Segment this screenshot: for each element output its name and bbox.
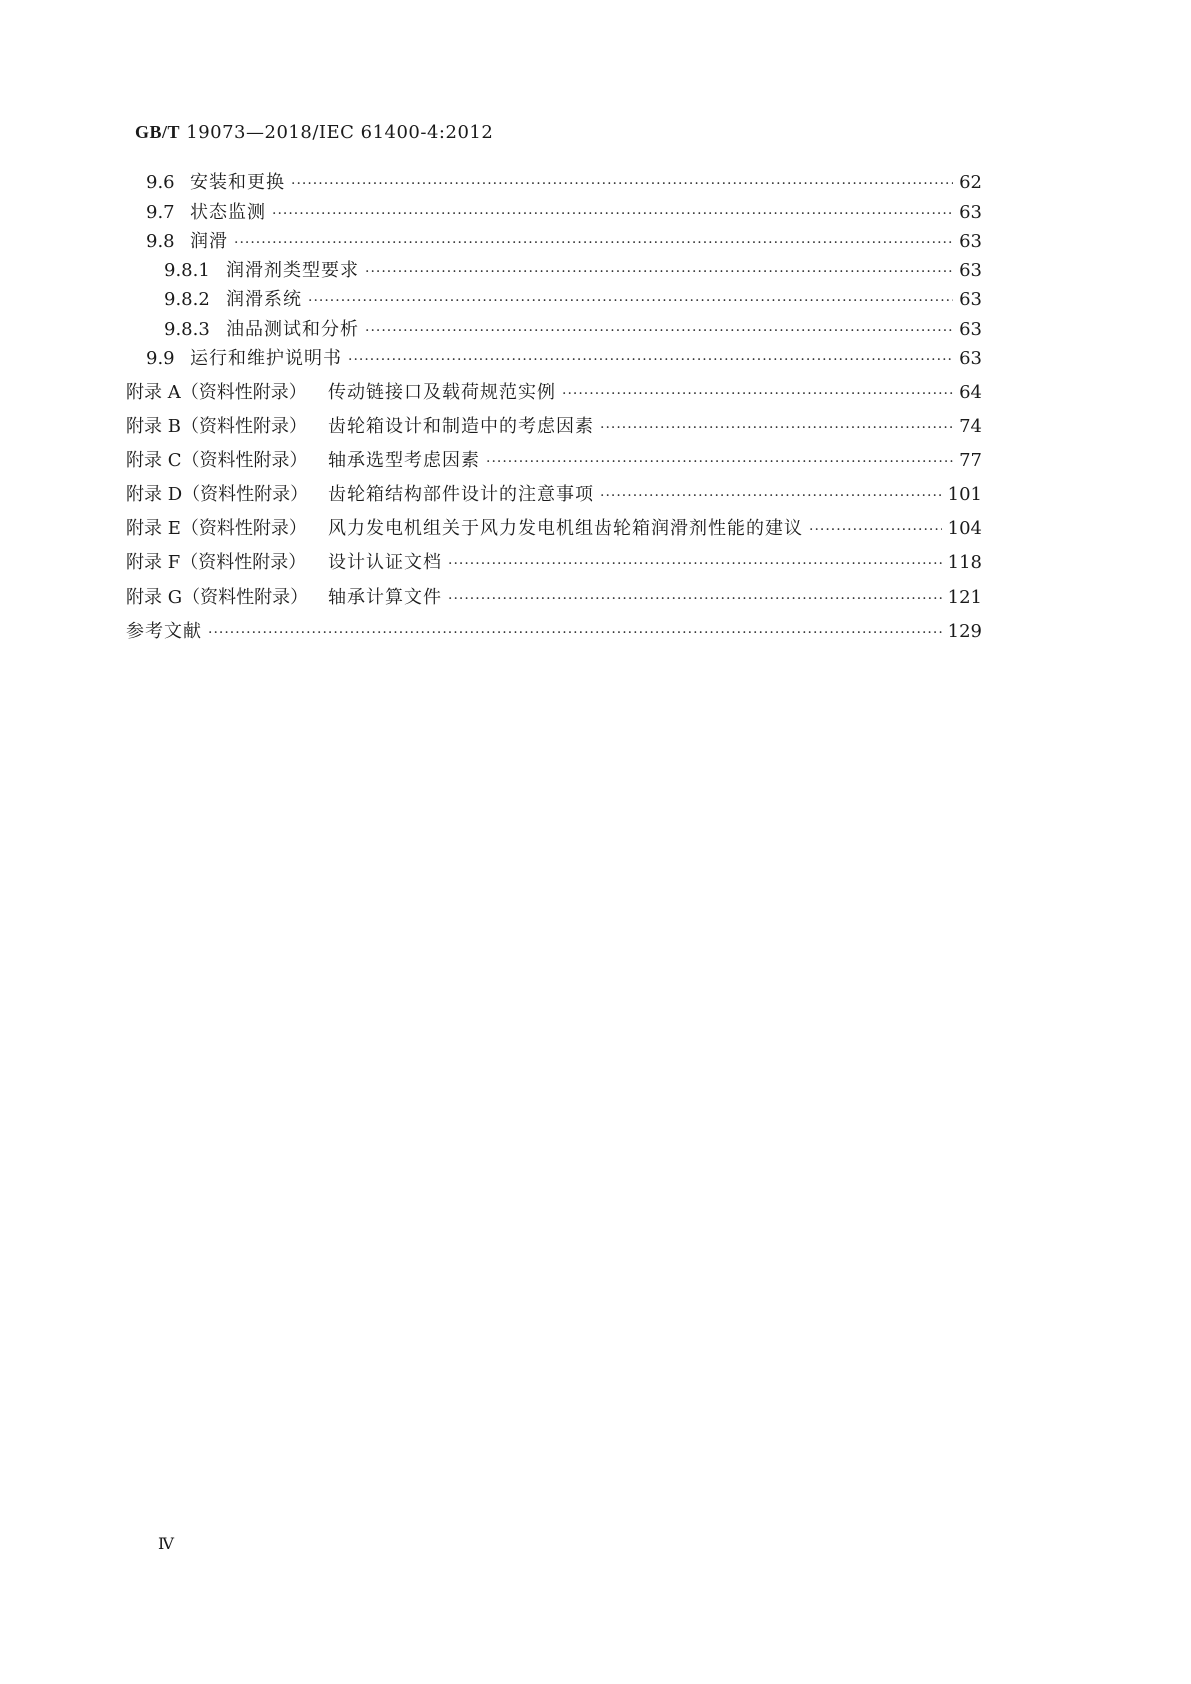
toc-leader-dots xyxy=(291,176,953,192)
toc-entry-title: 轴承计算文件 xyxy=(328,587,442,608)
toc-leader-dots xyxy=(365,264,953,280)
toc-entry-number: 9.8 xyxy=(146,231,175,252)
toc-entry-number: 附录 B（资料性附录） xyxy=(126,416,307,437)
toc-entry-page: 64 xyxy=(959,382,982,403)
toc-entry-title: 传动链接口及载荷规范实例 xyxy=(328,382,556,403)
toc-entry[interactable] xyxy=(164,256,982,284)
toc-entry-title: 风力发电机组关于风力发电机组齿轮箱润滑剂性能的建议 xyxy=(328,518,803,539)
toc-leader-dots xyxy=(348,352,953,368)
toc-entry-page: 63 xyxy=(959,319,982,340)
toc-entry-number: 附录 F（资料性附录） xyxy=(126,552,307,573)
toc-entry-title: 润滑 xyxy=(190,231,228,252)
toc-entry-page: 121 xyxy=(947,587,982,608)
toc-entry-title: 齿轮箱结构部件设计的注意事项 xyxy=(328,484,594,505)
toc-entry-number: 附录 A（资料性附录） xyxy=(126,382,307,403)
toc-entry-page: 63 xyxy=(959,260,982,281)
page-number-footer: Ⅳ xyxy=(158,1534,174,1553)
toc-entry-page: 104 xyxy=(947,518,982,539)
toc-entry-page: 63 xyxy=(959,231,982,252)
toc-entry[interactable] xyxy=(146,168,982,196)
toc-entry-title: 参考文献 xyxy=(126,621,202,642)
toc-entry-title: 设计认证文档 xyxy=(328,552,442,573)
toc-entry-page: 129 xyxy=(947,621,982,642)
toc-entry-annex[interactable] xyxy=(126,378,982,406)
toc-entry-number: 9.8.2 xyxy=(164,289,210,310)
toc-entry-page: 118 xyxy=(947,552,982,573)
toc-leader-dots xyxy=(308,293,953,309)
toc-entry-title: 轴承选型考虑因素 xyxy=(328,450,480,471)
toc-entry-number: 9.9 xyxy=(146,348,175,369)
toc-leader-dots xyxy=(600,420,953,436)
toc-entry[interactable] xyxy=(164,315,982,343)
toc-leader-dots xyxy=(600,488,942,504)
standard-number: 19073—2018/IEC 61400-4:2012 xyxy=(186,122,494,143)
toc-entry[interactable] xyxy=(146,227,982,255)
toc-leader-dots xyxy=(272,206,953,222)
toc-leader-dots xyxy=(486,454,953,470)
toc-entry-page: 74 xyxy=(959,416,982,437)
toc-entry-number: 附录 D（资料性附录） xyxy=(126,484,309,505)
toc-entry-page: 62 xyxy=(959,172,982,193)
toc-entry[interactable] xyxy=(146,198,982,226)
toc-entry-page: 101 xyxy=(947,484,982,505)
toc-entry-number: 9.7 xyxy=(146,202,175,223)
toc-entry-title: 润滑剂类型要求 xyxy=(226,260,359,281)
toc-entry-title: 润滑系统 xyxy=(226,289,302,310)
standard-prefix: GB/T xyxy=(135,122,181,142)
toc-entry-title: 油品测试和分析 xyxy=(226,319,359,340)
toc-leader-dots xyxy=(809,522,942,538)
toc-entry-references[interactable] xyxy=(126,617,982,645)
toc-entry[interactable] xyxy=(146,344,982,372)
toc-entry-title: 状态监测 xyxy=(190,202,266,223)
toc-entry-page: 63 xyxy=(959,289,982,310)
toc-leader-dots xyxy=(448,556,942,572)
toc-leader-dots xyxy=(365,323,953,339)
toc-entry-number: 9.8.1 xyxy=(164,260,210,281)
toc-entry-annex[interactable] xyxy=(126,583,982,611)
toc-entry-annex[interactable] xyxy=(126,514,982,542)
toc-entry-title: 安装和更换 xyxy=(190,172,285,193)
toc-entry-annex[interactable] xyxy=(126,412,982,440)
toc-entry-annex[interactable] xyxy=(126,548,982,576)
toc-entry-page: 63 xyxy=(959,348,982,369)
toc-entry-number: 附录 C（资料性附录） xyxy=(126,450,308,471)
toc-entry-number: 附录 E（资料性附录） xyxy=(126,518,307,539)
toc-leader-dots xyxy=(208,625,942,641)
toc-entry-number: 9.8.3 xyxy=(164,319,210,340)
toc-entry-page: 63 xyxy=(959,202,982,223)
toc-entry-page: 77 xyxy=(959,450,982,471)
toc-entry-number: 9.6 xyxy=(146,172,175,193)
toc-leader-dots xyxy=(234,235,953,251)
toc-entry-title: 运行和维护说明书 xyxy=(190,348,342,369)
toc-entry-title: 齿轮箱设计和制造中的考虑因素 xyxy=(328,416,594,437)
toc-entry-number: 附录 G（资料性附录） xyxy=(126,587,309,608)
toc-entry-annex[interactable] xyxy=(126,446,982,474)
toc-entry-annex[interactable] xyxy=(126,480,982,508)
toc-leader-dots xyxy=(562,386,953,402)
document-header xyxy=(135,122,493,143)
toc-entry[interactable] xyxy=(164,285,982,313)
toc-leader-dots xyxy=(448,591,942,607)
